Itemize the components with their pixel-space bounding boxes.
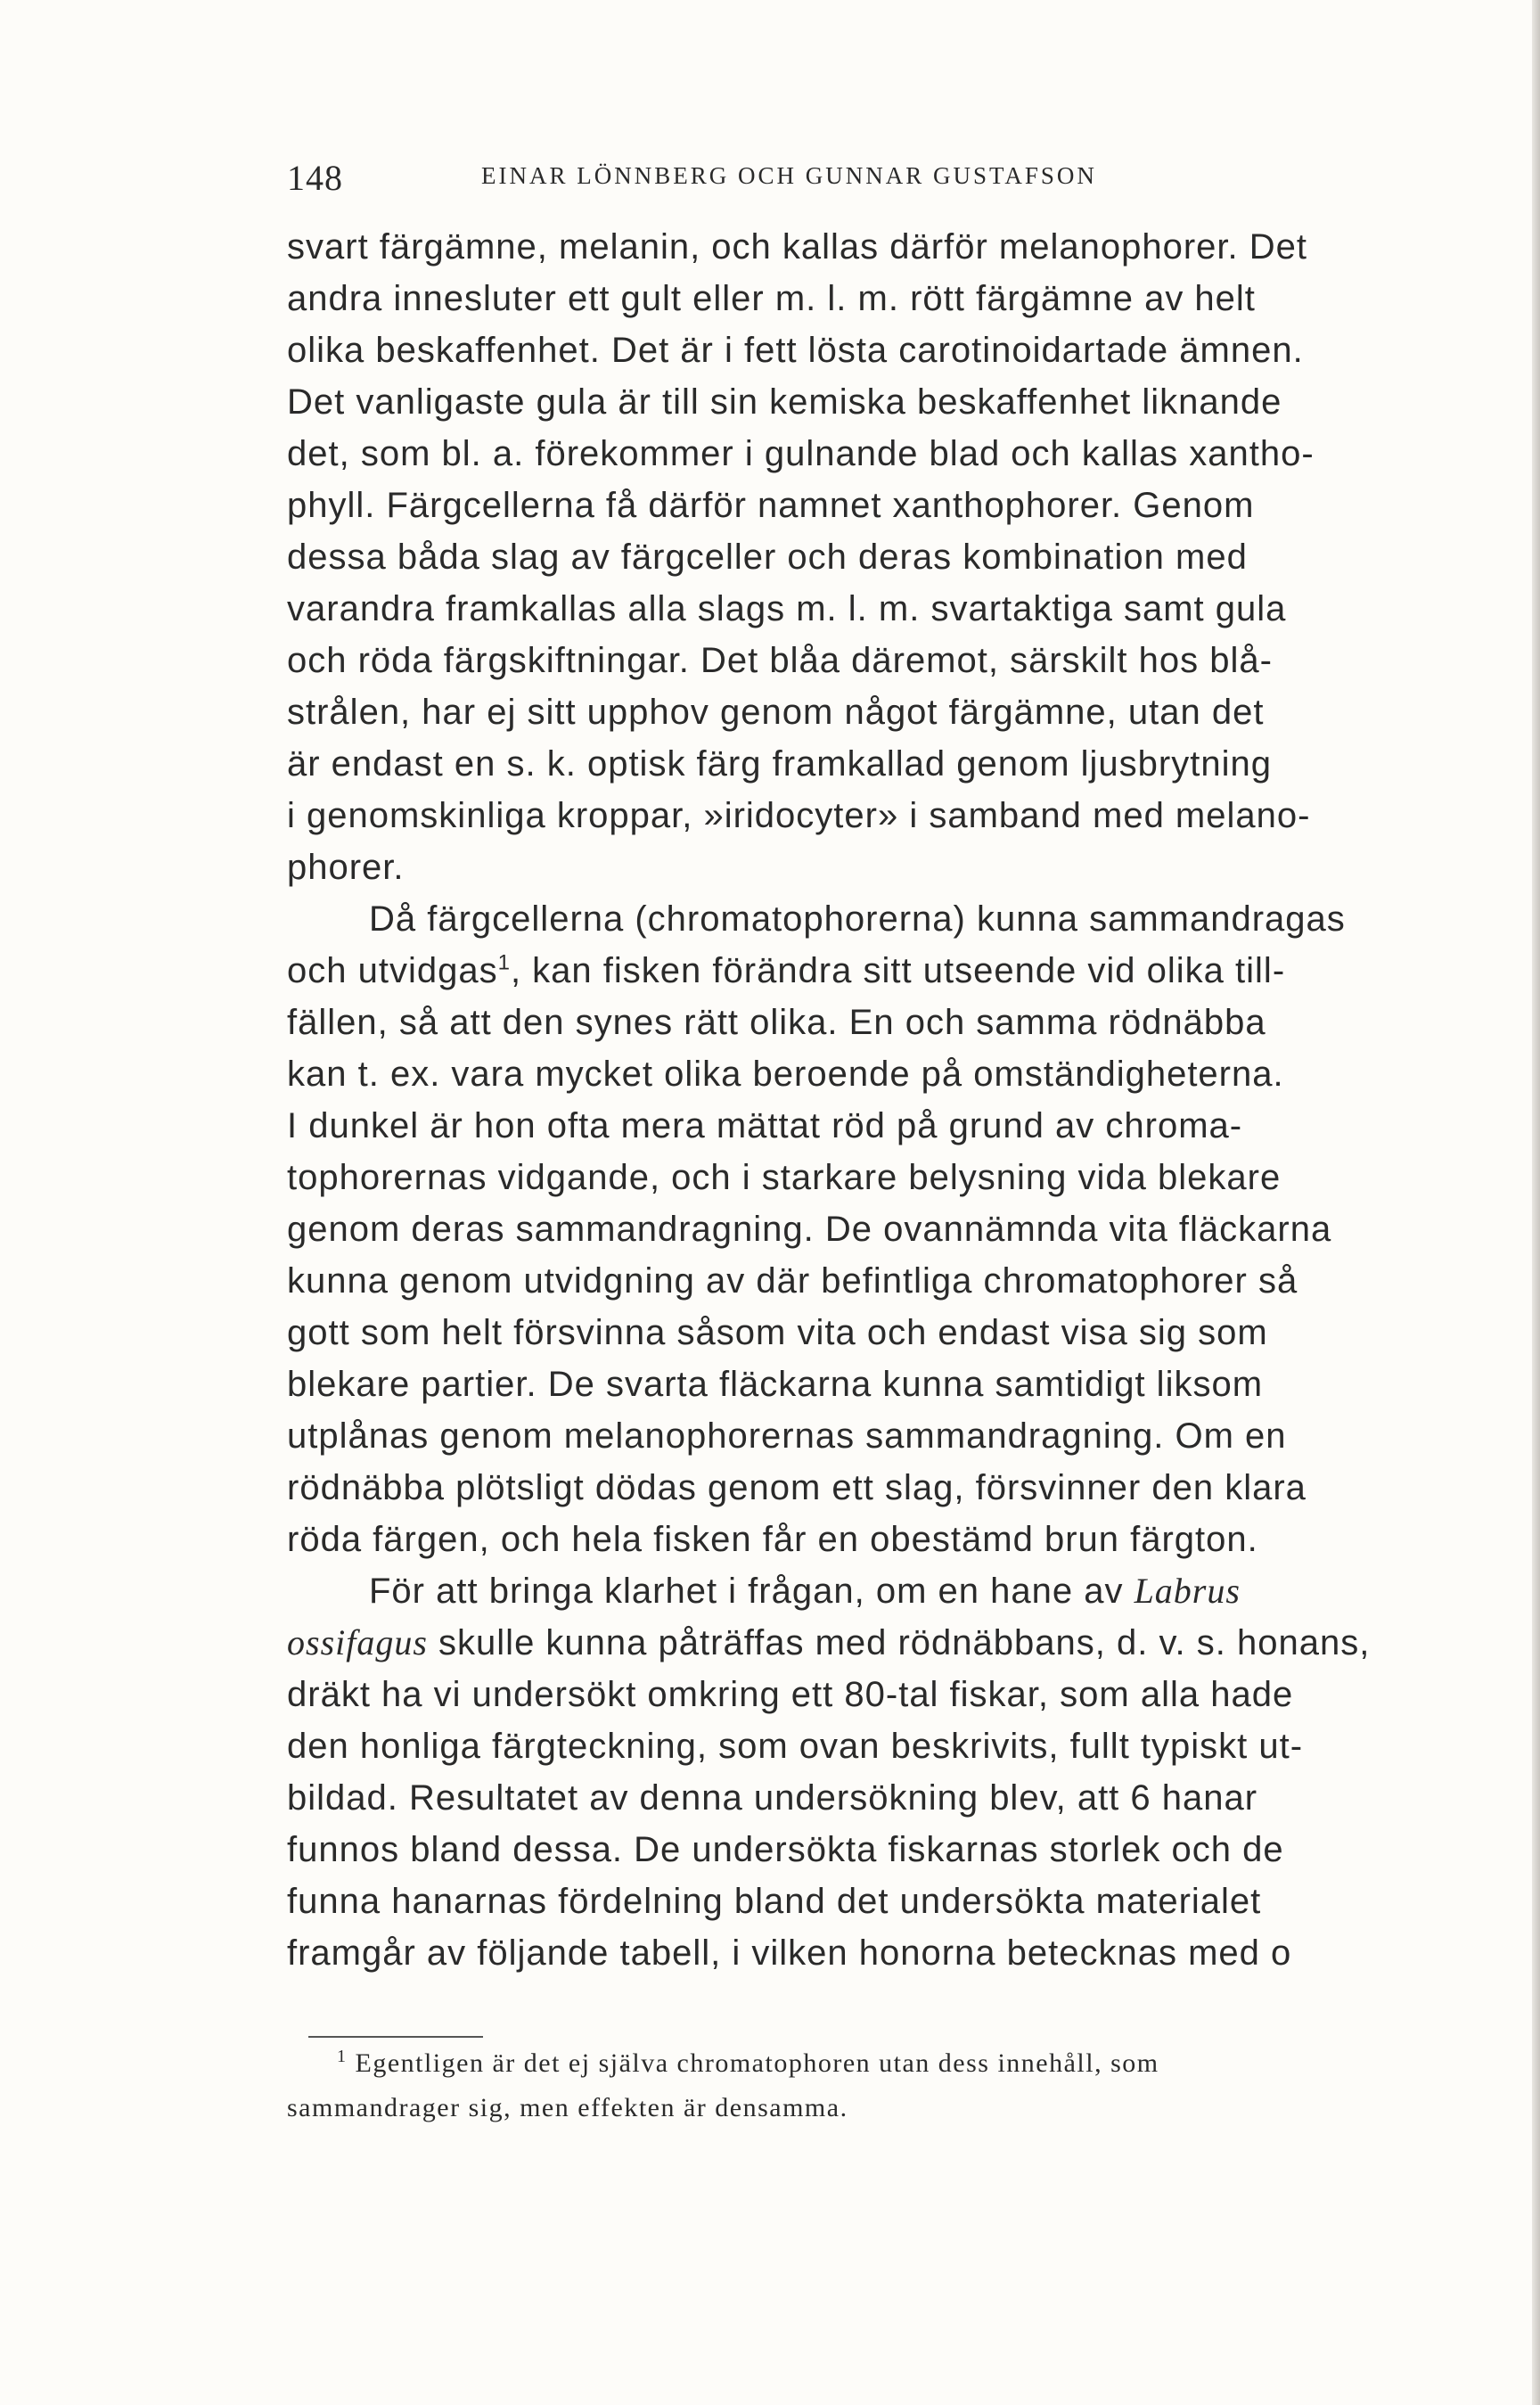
text-line: det, som bl. a. förekommer i gulnande blad och kallas xantho- — [287, 434, 1315, 473]
text-line: utplånas genom melanophorernas sammandragning. Om en — [287, 1416, 1287, 1456]
text-fragment: och utvidgas — [287, 951, 498, 990]
text-line: den honliga färgteckning, som ovan beskrivits, fullt typiskt ut- — [287, 1727, 1304, 1766]
text-line: fällen, så att den synes rätt olika. En och samma rödnäbba — [287, 1003, 1266, 1042]
text-line: i genomskinliga kroppar, »iridocyter» i samband med melano- — [287, 796, 1311, 835]
text-line: framgår av följande tabell, i vilken honorna betecknas med o — [287, 1933, 1292, 1973]
footnote-marker: 1 — [337, 2047, 348, 2066]
text-line: gott som helt försvinna såsom vita och endast visa sig som — [287, 1313, 1268, 1352]
footnote-reference: 1 — [497, 950, 511, 975]
text-line: phyll. Färgcellerna få därför namnet xanthophorer. Genom — [287, 486, 1255, 525]
footnote-line: sammandrager sig, men effekten är densamma. — [287, 2093, 848, 2122]
text-line: svart färgämne, melanin, och kallas därför melanophorer. Det — [287, 227, 1307, 267]
text-line: genom deras sammandragning. De ovannämnda vita fläckarna — [287, 1210, 1332, 1249]
text-line — [287, 945, 1392, 997]
paragraph-start-line: Då färgcellerna (chromatophorerna) kunna sammandragas — [369, 899, 1346, 939]
page-header — [287, 150, 1160, 203]
text-line: kunna genom utvidgning av där befintliga chromatophorer så — [287, 1261, 1298, 1301]
text-line: varandra framkallas alla slags m. l. m. svartaktiga samt gula — [287, 589, 1287, 628]
species-name: Labrus — [1134, 1571, 1241, 1611]
text-line: andra innesluter ett gult eller m. l. m. rött färgämne av helt — [287, 279, 1256, 318]
body-text — [287, 221, 1392, 1979]
paragraph-start-line — [287, 1565, 1392, 1617]
page-number: 148 — [287, 158, 343, 198]
text-fragment: , kan fisken förändra sitt utseende vid olika till- — [510, 951, 1286, 990]
text-line: röda färgen, och hela fisken får en obestämd brun färgton. — [287, 1520, 1258, 1559]
footnote-line — [287, 2041, 1392, 2086]
text-line: I dunkel är hon ofta mera mättat röd på grund av chroma- — [287, 1106, 1243, 1145]
text-line: strålen, har ej sitt upphov genom något färgämne, utan det — [287, 693, 1265, 732]
footnote-divider — [308, 2036, 483, 2038]
text-line: phorer. — [287, 848, 405, 887]
text-line: blekare partier. De svarta fläckarna kunna samtidigt liksom — [287, 1365, 1264, 1404]
text-line: tophorernas vidgande, och i starkare belysning vida blekare — [287, 1158, 1282, 1197]
text-fragment: skulle kunna påträffas med rödnäbbans, d. v. s. honans, — [427, 1623, 1371, 1662]
text-line — [287, 1617, 1392, 1669]
species-name: ossifagus — [287, 1622, 428, 1662]
text-line: olika beskaffenhet. Det är i fett lösta carotinoidartade ämnen. — [287, 331, 1304, 370]
text-line: funnos bland dessa. De undersökta fiskarnas storlek och de — [287, 1830, 1284, 1869]
running-head: EINAR LÖNNBERG OCH GUNNAR GUSTAFSON — [481, 162, 1097, 189]
text-line: funna hanarnas fördelning bland det undersökta materialet — [287, 1882, 1262, 1921]
text-line: är endast en s. k. optisk färg framkallad genom ljusbrytning — [287, 744, 1272, 784]
page-edge — [1532, 0, 1540, 2405]
text-fragment: För att bringa klarhet i frågan, om en hane av — [369, 1572, 1135, 1611]
text-line: Det vanligaste gula är till sin kemiska beskaffenhet liknande — [287, 382, 1282, 422]
text-line: kan t. ex. vara mycket olika beroende på omständigheterna. — [287, 1055, 1284, 1094]
text-line: dräkt ha vi undersökt omkring ett 80-tal fiskar, som alla hade — [287, 1675, 1294, 1714]
footnote-text: Egentligen är det ej själva chromatophoren utan dess innehåll, som — [355, 2048, 1159, 2078]
text-line: dessa båda slag av färgceller och deras kombination med — [287, 538, 1248, 577]
footnote — [287, 2041, 1392, 2130]
text-line: rödnäbba plötsligt dödas genom ett slag, försvinner den klara — [287, 1468, 1307, 1507]
text-line: och röda färgskiftningar. Det blåa däremot, särskilt hos blå- — [287, 641, 1273, 680]
text-line: bildad. Resultatet av denna undersökning blev, att 6 hanar — [287, 1778, 1258, 1818]
